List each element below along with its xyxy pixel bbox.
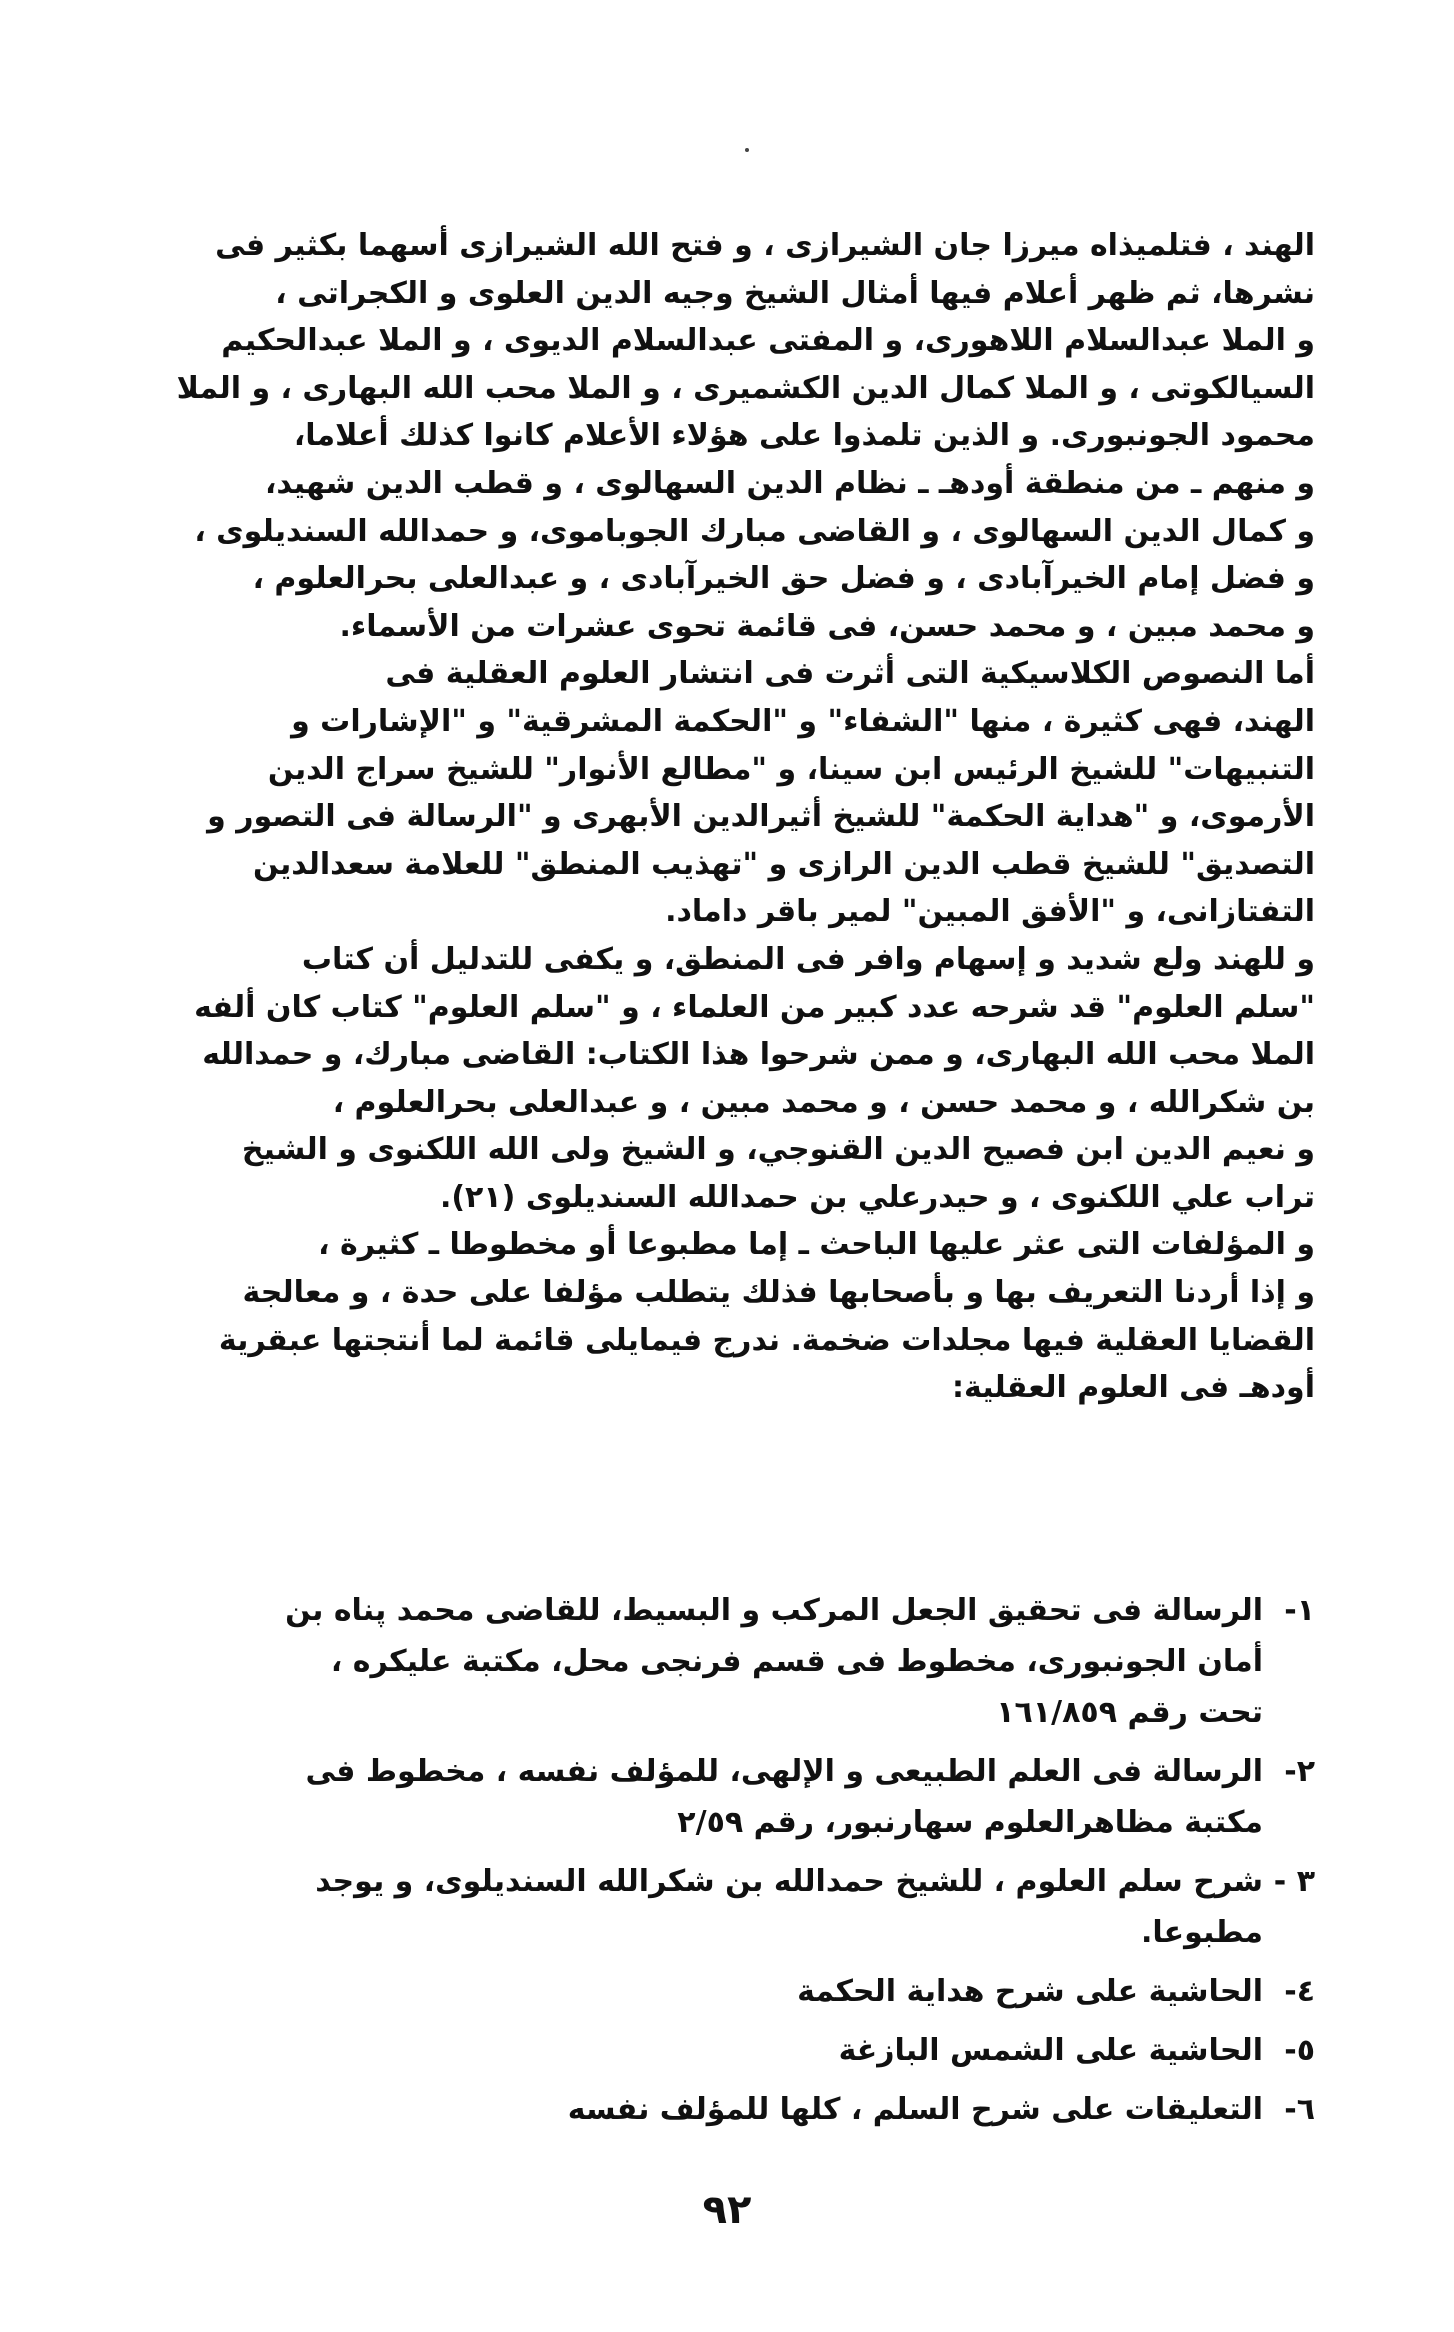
list-item-number: ٣ - (1273, 1864, 1315, 1899)
text-line: "سلم العلوم" قد شرحه عدد كبير من العلماء ، و "سلم العلوم" كتاب كان ألفه (194, 989, 1315, 1025)
text-line: و محمد مبين ، و محمد حسن، فى قائمة تحوى عشرات من الأسماء. (339, 608, 1315, 644)
text-line: أما النصوص الكلاسيكية التى أثرت فى انتشار العلوم العقلية فى (385, 656, 1315, 692)
text-line: محمود الجونبورى. و الذين تلمذوا على هؤلاء الأعلام كانوا كذلك أعلاما، (293, 418, 1315, 454)
list-item-number: ٦- (1284, 2092, 1315, 2127)
text-line: القضايا العقلية فيها مجلدات ضخمة. ندرج فيمايلى قائمة لما أنتجتها عبقرية (218, 1322, 1315, 1358)
list-item (190, 1585, 1315, 1738)
list-item (190, 1966, 1315, 2017)
text-line: التصديق" للشيخ قطب الدين الرازى و "تهذيب المنطق" للعلامة سعدالدين (253, 846, 1315, 882)
list-item-line: الحاشية على الشمس البازغة (838, 2033, 1263, 2068)
text-line: و نعيم الدين ابن فصيح الدين القنوجي، و الشيخ ولى الله اللكنوى و الشيخ (241, 1132, 1315, 1168)
list-item-text (190, 1966, 1263, 2017)
works-list (190, 1585, 1315, 2143)
text-line: بن شكرالله ، و محمد حسن ، و محمد مبين ، و عبدالعلى بحرالعلوم ، (332, 1084, 1315, 1120)
list-item (190, 2084, 1315, 2135)
list-item-line: الحاشية على شرح هداية الحكمة (797, 1974, 1263, 2009)
main-text (160, 222, 1315, 1412)
text-line: و منهم ـ من منطقة أودهـ ـ نظام الدين السهالوى ، و قطب الدين شهيد، (265, 465, 1315, 501)
text-line: و الملا عبدالسلام اللاهورى، و المفتى عبدالسلام الديوى ، و الملا عبدالحكيم (221, 323, 1315, 359)
text-line: الهند ، فتلميذاه ميرزا جان الشيرازى ، و فتح الله الشيرازى أسهما بكثير فى (215, 228, 1315, 263)
list-item (190, 1746, 1315, 1848)
list-item-number: ٤- (1284, 1974, 1315, 2009)
list-item-line: شرح سلم العلوم ، للشيخ حمدالله بن شكرالله السنديلوى، و يوجد (315, 1864, 1263, 1899)
text-line: و للهند ولع شديد و إسهام وافر فى المنطق، و يكفى للتدليل أن كتاب (301, 941, 1315, 977)
list-item-line: تحت رقم ١٦١/٨٥٩ (996, 1695, 1263, 1730)
text-line: و إذا أردنا التعريف بها و بأصحابها فذلك يتطلب مؤلفا على حدة ، و معالجة (242, 1275, 1315, 1311)
text-line: أودهـ فى العلوم العقلية: (952, 1370, 1315, 1406)
text-line: و فضل إمام الخيرآبادى ، و فضل حق الخيرآبادى ، و عبدالعلى بحرالعلوم ، (252, 561, 1315, 597)
list-item-number: ٢- (1284, 1754, 1315, 1789)
text-line: الأرموى، و "هداية الحكمة" للشيخ أثيرالدين الأبهرى و "الرسالة فى التصور و (207, 799, 1315, 835)
list-item-text (190, 2084, 1263, 2135)
scan-speck (745, 148, 749, 152)
page-number: ٩٢ (702, 2187, 752, 2233)
list-item-line: الرسالة فى العلم الطبيعى و الإلهى، للمؤلف نفسه ، مخطوط فى (305, 1754, 1263, 1789)
text-line: الملا محب الله البهارى، و ممن شرحوا هذا الكتاب: القاضى مبارك، و حمدالله (202, 1037, 1315, 1073)
text-line: التفتازانى، و "الأفق المبين" لمير باقر داماد. (665, 894, 1315, 930)
list-item-line: التعليقات على شرح السلم ، كلها للمؤلف نفسه (567, 2092, 1263, 2127)
list-item-line: أمان الجونبورى، مخطوط فى قسم فرنجى محل، مكتبة عليكره ، (330, 1644, 1263, 1679)
text-line: نشرها، ثم ظهر أعلام فيها أمثال الشيخ وجيه الدين العلوى و الكجراتى ، (275, 275, 1315, 311)
list-item (190, 1856, 1315, 1958)
text-line: و كمال الدين السهالوى ، و القاضى مبارك الجوباموى، و حمدالله السنديلوى ، (194, 513, 1315, 549)
list-item-line: مطبوعا. (1140, 1915, 1263, 1950)
list-item-text (190, 1746, 1263, 1848)
text-line: الهند، فهى كثيرة ، منها "الشفاء" و "الحكمة المشرقية" و "الإشارات و (291, 703, 1315, 739)
list-item-number: ٥- (1284, 2033, 1315, 2068)
text-line: التنبيهات" للشيخ الرئيس ابن سينا، و "مطالع الأنوار" للشيخ سراج الدين (267, 751, 1315, 787)
list-item-text (190, 2025, 1263, 2076)
list-item-line: الرسالة فى تحقيق الجعل المركب و البسيط، للقاضى محمد پناه بن (285, 1593, 1263, 1628)
list-item-number: ١- (1284, 1593, 1315, 1628)
list-item (190, 2025, 1315, 2076)
list-item-text (190, 1585, 1263, 1738)
text-line: تراب علي اللكنوى ، و حيدرعلي بن حمدالله السنديلوى (٢١). (439, 1179, 1315, 1215)
text-line: و المؤلفات التى عثر عليها الباحث ـ إما مطبوعا أو مخطوطا ـ كثيرة ، (318, 1227, 1315, 1263)
list-item-line: مكتبة مظاهرالعلوم سهارنبور، رقم ٢/٥٩ (677, 1805, 1263, 1840)
list-item-text (190, 1856, 1263, 1958)
text-line: السيالكوتى ، و الملا كمال الدين الكشميرى ، و الملا محب الله البهارى ، و الملا (176, 370, 1315, 406)
